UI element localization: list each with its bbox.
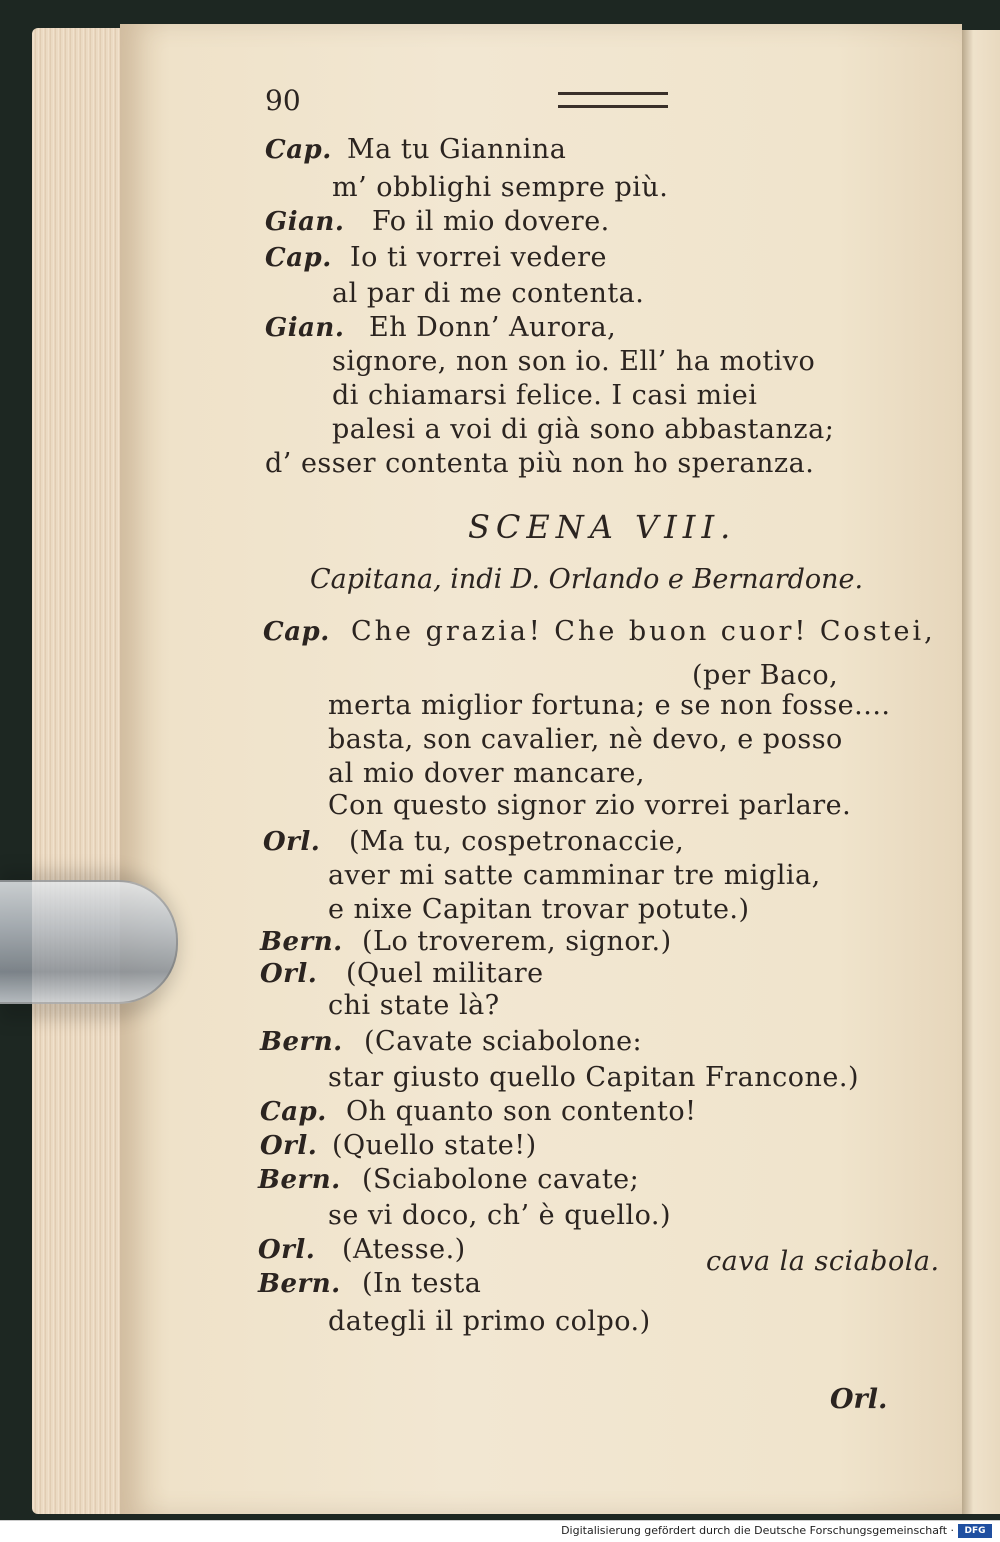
dialogue-line (328, 1062, 859, 1093)
line-text: (per Baco, (692, 660, 839, 691)
dialogue-line (328, 990, 500, 1021)
dialogue-line (328, 724, 843, 755)
stage-direction (706, 1246, 940, 1277)
speaker-label: Bern. (260, 1027, 343, 1057)
catchword: Orl. (830, 1384, 888, 1415)
footer-bar (0, 1520, 1000, 1542)
dialogue-line (328, 894, 750, 925)
line-text: (Sciabolone cavate; (362, 1164, 640, 1195)
dialogue-line (328, 1200, 671, 1231)
line-text: signore, non son io. Ell’ ha motivo (332, 346, 816, 377)
line-text: e nixe Capitan trovar potute.) (328, 894, 750, 925)
line-text: Io ti vorrei vedere (350, 242, 607, 273)
line-text: (In testa (362, 1268, 482, 1299)
dialogue-line (265, 242, 607, 273)
speaker-label: Orl. (260, 959, 318, 989)
dialogue-line (258, 1234, 466, 1265)
dialogue-line (260, 926, 672, 957)
line-text: cava la sciabola. (706, 1246, 940, 1277)
line-text: (Atesse.) (342, 1234, 466, 1265)
page-number: 90 (265, 84, 301, 117)
line-text: Oh quanto son contento! (346, 1096, 697, 1127)
line-text: m’ obblighi sempre più. (332, 172, 669, 203)
line-text: Eh Donn’ Aurora, (369, 312, 617, 343)
speaker-label: Orl. (263, 827, 321, 857)
scene-characters: Capitana, indi D. Orlando e Bernardone. (310, 564, 864, 595)
speaker-label: Cap. (265, 243, 332, 273)
line-text: (Cavate sciabolone: (364, 1026, 643, 1057)
line-text: basta, son cavalier, nè devo, e posso (328, 724, 843, 755)
line-text: (Lo troverem, signor.) (362, 926, 672, 957)
dialogue-line (265, 134, 567, 165)
speaker-label: Bern. (258, 1269, 341, 1299)
line-text: d’ esser contenta più non ho speranza. (265, 448, 815, 479)
dialogue-line (328, 1306, 651, 1337)
dialogue-line (332, 172, 668, 203)
speaker-label: Cap. (265, 135, 332, 165)
dialogue-line (265, 206, 610, 237)
header-rule (558, 92, 668, 108)
dialogue-line (328, 790, 851, 821)
dialogue-line (265, 312, 617, 343)
line-text: Con questo signor zio vorrei parlare. (328, 790, 852, 821)
dialogue-line (328, 758, 645, 789)
line-text: (Quello state!) (332, 1130, 537, 1161)
line-text: aver mi satte camminar tre miglia, (328, 860, 821, 891)
footer-credit: Digitalisierung gefördert durch die Deutsche Forschungsgemeinschaft · (561, 1524, 954, 1537)
scene-title: SCENA VIII. (468, 508, 737, 546)
dialogue-line (332, 278, 644, 309)
line-text: al mio dover mancare, (328, 758, 645, 789)
line-text: se vi doco, ch’ è quello.) (328, 1200, 672, 1231)
speaker-label: Gian. (265, 207, 345, 237)
line-text: (Quel militare (346, 958, 544, 989)
speaker-label: Bern. (258, 1165, 341, 1195)
dialogue-line (692, 660, 838, 691)
speaker-label: Bern. (260, 927, 343, 957)
dialogue-line (260, 958, 544, 989)
line-text: chi state là? (328, 990, 500, 1021)
dialogue-line (328, 690, 890, 721)
dialogue-line (260, 1026, 643, 1057)
line-text: merta miglior fortuna; e se non fosse.... (328, 690, 891, 721)
dialogue-line (258, 1268, 482, 1299)
dialogue-line (260, 1096, 697, 1127)
line-text: Ma tu Giannina (347, 134, 567, 165)
dialogue-line (265, 448, 814, 479)
dialogue-line (258, 1164, 640, 1195)
speaker-label: Cap. (263, 617, 330, 647)
line-text: al par di me contenta. (332, 278, 645, 309)
speaker-label: Orl. (258, 1235, 316, 1265)
dialogue-line (332, 414, 834, 445)
line-text: Che grazia! Che buon cuor! Costei, (351, 616, 936, 647)
dialogue-line (332, 380, 757, 411)
line-text: (Ma tu, cospetronaccie, (349, 826, 685, 857)
dialogue-line (332, 346, 815, 377)
speaker-label: Gian. (265, 313, 345, 343)
line-text: star giusto quello Capitan Francone.) (328, 1062, 859, 1093)
dialogue-line (263, 826, 685, 857)
dialogue-line (263, 616, 936, 647)
line-text: dategli il primo colpo.) (328, 1306, 651, 1337)
speaker-label: Orl. (260, 1131, 318, 1161)
line-text: Fo il mio dovere. (372, 206, 610, 237)
line-text: di chiamarsi felice. I casi miei (332, 380, 758, 411)
dfg-logo: DFG (958, 1524, 992, 1538)
speaker-label: Cap. (260, 1097, 327, 1127)
dialogue-line (328, 860, 821, 891)
line-text: palesi a voi di già sono abbastanza; (332, 414, 835, 445)
dialogue-line (260, 1130, 537, 1161)
